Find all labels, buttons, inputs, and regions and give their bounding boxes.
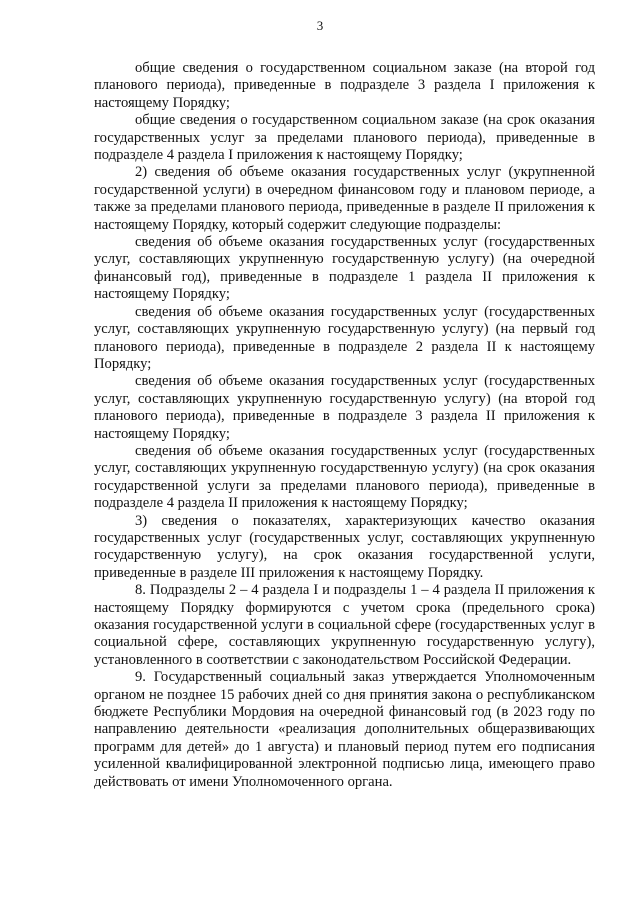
paragraph-volume-first-planning-year: сведения об объеме оказания государственных услуг (государственных услуг, составляющих укрупненную государственную услугу) (на первый год планового периода), приведенные в подразделе 2 раздела II к настоящему Порядку; [94, 303, 595, 372]
document-body [94, 60, 595, 791]
paragraph-general-info-beyond-period: общие сведения о государственном социальном заказе (на срок оказания государственных услуг за пределами планового периода), приведенные в подразделе 4 раздела I приложения к настоящему Порядку; [94, 112, 595, 164]
paragraph-volume-next-financial-year: сведения об объеме оказания государственных услуг (государственных услуг, составляющих укрупненную государственную услугу) (на очередной финансовый год), приведенные в подразделе 1 раздела II приложения к настоящему Порядку; [94, 234, 595, 303]
paragraph-item-9-approval: 9. Государственный социальный заказ утверждается Уполномоченным органом не позднее 15 рабочих дней со дня принятия закона о республиканском бюджете Республики Мордовия на очередной финансовый год (в 2023 году по направлению деятельности «реализация дополнительных общеразвивающих программ для детей» до 1 августа) и плановый период путем его подписания усиленной квалифицированной электронной подписью лица, имеющего право действовать от имени Уполномоченного органа. [94, 669, 595, 790]
paragraph-volume-info-section-ii: 2) сведения об объеме оказания государственных услуг (укрупненной государственной услуги) в очередном финансовом году и плановом периоде, а также за пределами планового периода, приведенные в разделе II приложения к настоящему Порядку, который содержит следующие подразделы: [94, 164, 595, 233]
paragraph-volume-beyond-planning-period: сведения об объеме оказания государственных услуг (государственных услуг, составляющих укрупненную государственную услугу) (на срок оказания государственной услуги за пределами планового периода), приведенные в подразделе 4 раздела II приложения к настоящему Порядку; [94, 442, 595, 512]
paragraph-volume-second-planning-year: сведения об объеме оказания государственных услуг (государственных услуг, составляющих укрупненную государственную услугу) (на второй год планового периода), приведенные в подразделе 3 раздела II приложения к настоящему Порядку; [94, 373, 595, 442]
paragraph-general-info-second-year: общие сведения о государственном социальном заказе (на второй год планового периода), приведенные в подразделе 3 раздела I приложения к настоящему Порядку; [94, 60, 595, 111]
paragraph-quality-indicators-section-iii: 3) сведения о показателях, характеризующих качество оказания государственных услуг (государственных услуг, составляющих укрупненную государственную услугу), на срок оказания государственной услуги, приведенные в разделе III приложения к настоящему Порядку. [94, 512, 595, 581]
paragraph-item-8-subsections: 8. Подразделы 2 – 4 раздела I и подразделы 1 – 4 раздела II приложения к настоящему Порядку формируются с учетом срока (предельного срока) оказания государственной услуги в социальной сфере (государственных услуг в социальной сфере, составляющих укрупненную государственную услугу), установленного в соответствии с законодательством Российской Федерации. [94, 582, 595, 668]
page-number: 3 [316, 18, 324, 33]
